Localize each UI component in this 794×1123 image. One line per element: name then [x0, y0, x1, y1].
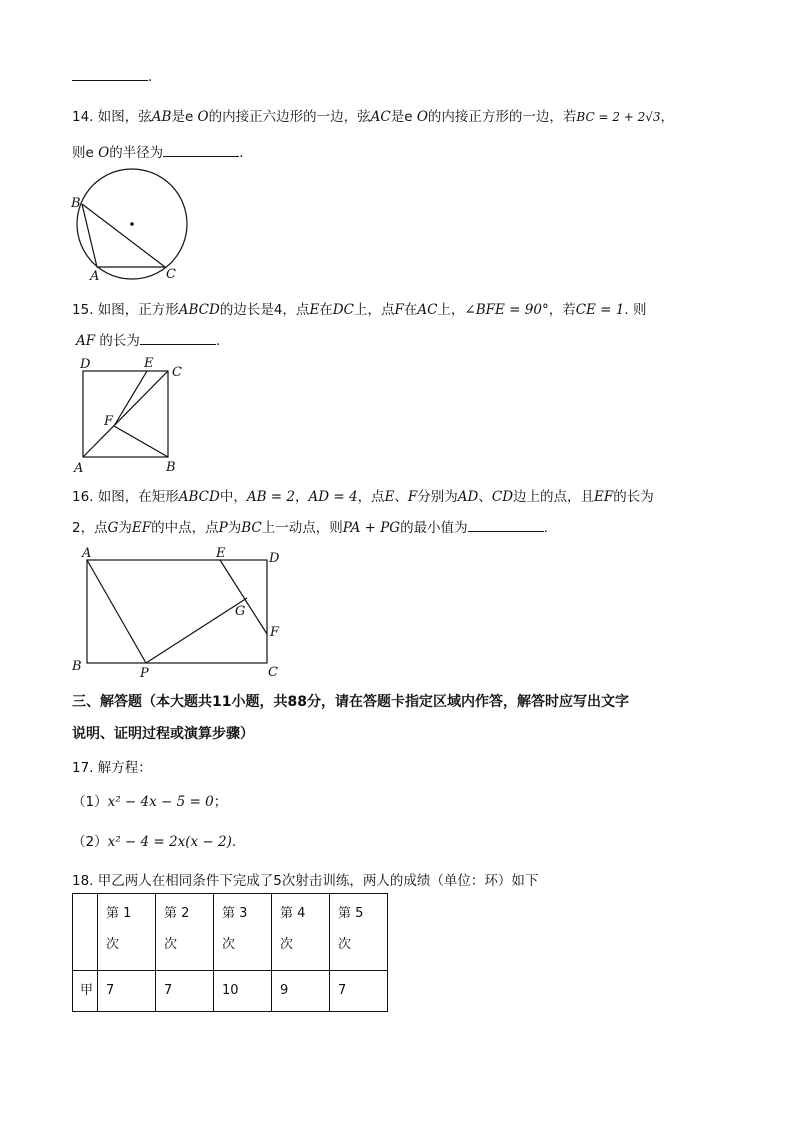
- header-line: 次: [222, 937, 236, 952]
- q14-figure: [70, 168, 200, 284]
- header-line: 第 1: [106, 906, 132, 921]
- answer-blank: [140, 332, 216, 345]
- header-empty-cell: [73, 894, 98, 971]
- label-c: C: [172, 365, 182, 380]
- part-number: （1）: [72, 794, 108, 810]
- math-bc: BC = 2 + 2√3: [576, 110, 661, 124]
- header-cell: [98, 894, 156, 971]
- label-a: A: [82, 546, 92, 561]
- math: BC: [241, 520, 262, 536]
- math: G: [107, 520, 119, 536]
- q17-title: 17. 解方程：: [72, 760, 152, 776]
- math: F: [394, 302, 404, 318]
- math: AB = 2: [246, 489, 295, 505]
- header-line: 第 4: [280, 906, 306, 921]
- part-number: （2）: [72, 834, 108, 850]
- header-line: 第 3: [222, 906, 248, 921]
- math: ABCD: [178, 489, 220, 505]
- text: 、: [394, 489, 408, 505]
- text: 14. 如图，弦: [72, 109, 152, 125]
- header-line: 第 2: [164, 906, 190, 921]
- segment-pg: [146, 598, 247, 663]
- label-g: G: [235, 604, 246, 619]
- text: 的中点，点: [151, 520, 219, 536]
- text: 的最小值为: [400, 520, 468, 536]
- text: 是: [390, 109, 405, 125]
- q13-answer-line: [72, 68, 152, 85]
- text: 的内接正六边形的一边，弦: [208, 109, 371, 125]
- header-cell: [214, 894, 272, 971]
- table-cell: 7: [156, 971, 214, 1012]
- text: 则: [72, 145, 86, 161]
- math: EF: [131, 520, 152, 536]
- table-cell: 7: [98, 971, 156, 1012]
- text: 中，: [219, 489, 247, 505]
- header-line: 次: [338, 937, 352, 952]
- text: 分别为: [417, 489, 458, 505]
- text: ，点: [357, 489, 385, 505]
- q17-part2: [72, 830, 236, 850]
- header-line: 第 5: [338, 906, 364, 921]
- math: E: [384, 489, 395, 505]
- q17-part1: [72, 790, 227, 810]
- math: O: [416, 109, 428, 125]
- section3-heading-line1: 三、解答题（本大题共11小题，共88分，请在答题卡指定区域内作答，解答时应写出文字: [72, 694, 629, 710]
- label-a: A: [90, 269, 100, 284]
- math: AF: [76, 333, 96, 349]
- segment-ef: [220, 560, 267, 634]
- label-f: F: [270, 625, 280, 640]
- math: AD = 4: [308, 489, 358, 505]
- circle-symbol: e: [85, 145, 94, 161]
- answer-blank: [72, 68, 148, 81]
- section3-heading-line2: 说明、证明过程或演算步骤）: [72, 726, 254, 742]
- text: 在: [319, 302, 333, 318]
- segment-fb: [114, 426, 168, 457]
- row-name-cell: 甲: [73, 971, 98, 1012]
- label-a: A: [74, 461, 84, 476]
- period: .: [543, 520, 548, 536]
- label-c: C: [268, 665, 278, 680]
- center-dot: [130, 222, 134, 226]
- equation: x² − 4 = 2x(x − 2): [107, 834, 232, 850]
- diagonal-ac: [83, 371, 168, 457]
- circle-symbol: e: [404, 109, 413, 125]
- period: .: [215, 333, 221, 349]
- label-b: B: [72, 659, 82, 674]
- math: AC: [417, 302, 438, 318]
- text: 为: [227, 520, 242, 536]
- label-e: E: [144, 356, 154, 371]
- q14-line2: [72, 141, 243, 161]
- math: ABCD: [178, 302, 220, 318]
- table-cell: 10: [214, 971, 272, 1012]
- q16-figure: [70, 542, 290, 682]
- header-line: 次: [280, 937, 294, 952]
- math: EF: [594, 489, 614, 505]
- text: 的长为: [95, 333, 140, 349]
- text: 2，点: [72, 520, 108, 536]
- math: P: [218, 520, 228, 536]
- table-header-row: [73, 894, 388, 971]
- text: . 则: [624, 302, 647, 318]
- text: 、: [478, 489, 492, 505]
- label-e: E: [216, 546, 226, 561]
- q15-line1: [72, 298, 646, 318]
- math: CD: [491, 489, 514, 505]
- period: .: [239, 145, 244, 161]
- q15-figure: [70, 354, 194, 476]
- math: AC: [370, 109, 391, 125]
- text: 在: [403, 302, 418, 318]
- math: F: [407, 489, 418, 505]
- text: ，若: [548, 302, 576, 318]
- header-line: 次: [164, 937, 178, 952]
- text: 是: [171, 109, 185, 125]
- score-table: [72, 893, 388, 1012]
- text: 上，: [437, 302, 465, 318]
- label-c: C: [166, 267, 176, 282]
- q18-title: 18. 甲乙两人在相同条件下完成了5次射击训练，两人的成绩（单位：环）如下: [72, 873, 539, 889]
- label-p: P: [140, 666, 149, 681]
- triangle: [82, 204, 165, 267]
- header-cell: [330, 894, 388, 971]
- math: O: [98, 145, 110, 161]
- label-b: B: [166, 460, 176, 475]
- header-line: 次: [106, 937, 120, 952]
- text: ；: [213, 794, 228, 810]
- math: AD: [457, 489, 479, 505]
- math: E: [309, 302, 320, 318]
- table-row: [73, 971, 388, 1012]
- math: PA + PG: [342, 520, 401, 536]
- text: ，: [660, 109, 675, 125]
- text: ，: [295, 489, 309, 505]
- text: 16. 如图，在矩形: [72, 489, 179, 505]
- text: 为: [118, 520, 132, 536]
- math: AB: [151, 109, 172, 125]
- q16-line1: [72, 485, 654, 505]
- math: DC: [332, 302, 354, 318]
- text: 的边长是4，点: [219, 302, 310, 318]
- q14-line1: [72, 105, 674, 125]
- text: 的内接正方形的一边，若: [427, 109, 577, 125]
- text: 的半径为: [109, 145, 164, 161]
- header-cell: [156, 894, 214, 971]
- period: .: [148, 69, 153, 85]
- table-cell: 9: [272, 971, 330, 1012]
- equation: x² − 4x − 5 = 0: [107, 794, 214, 810]
- math: O: [197, 109, 209, 125]
- circle-symbol: e: [184, 109, 194, 125]
- label-f: F: [104, 414, 114, 429]
- q16-line2: [72, 516, 548, 536]
- label-b: B: [71, 196, 81, 211]
- header-cell: [272, 894, 330, 971]
- text: 边上的点，且: [513, 489, 595, 505]
- math: ∠BFE = 90°: [464, 302, 549, 318]
- text: 上，点: [353, 302, 395, 318]
- math: CE = 1: [575, 302, 625, 318]
- text: .: [231, 834, 237, 850]
- text: 上一动点，则: [261, 520, 343, 536]
- label-d: D: [80, 357, 91, 372]
- segment-ap: [87, 560, 146, 663]
- answer-blank: [468, 519, 544, 532]
- text: 15. 如图，正方形: [72, 302, 179, 318]
- segment-ef: [114, 371, 147, 426]
- label-d: D: [269, 551, 280, 566]
- answer-blank: [163, 144, 239, 157]
- table-cell: 7: [330, 971, 388, 1012]
- q15-line2: [76, 329, 220, 349]
- text: 的长为: [613, 489, 654, 505]
